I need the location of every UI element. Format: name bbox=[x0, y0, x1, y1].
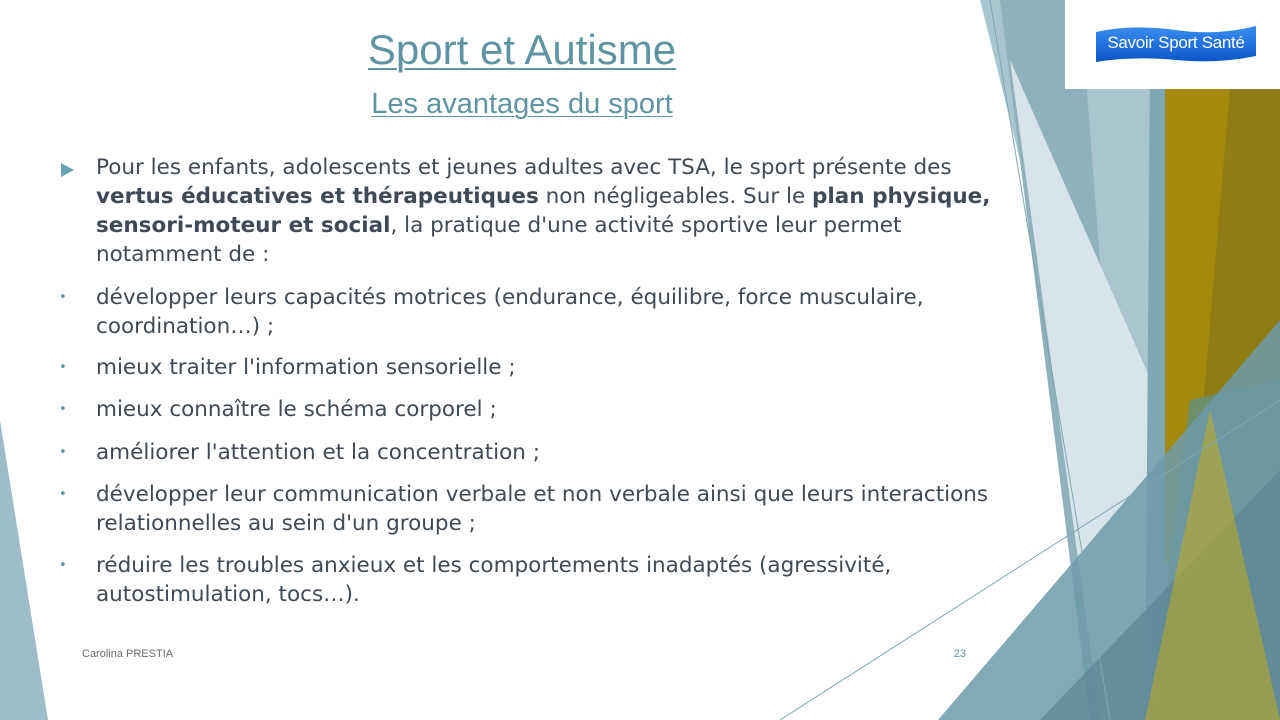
list-item bbox=[59, 283, 996, 341]
list-item-text: réduire les troubles anxieux et les comportements inadaptés (agressivité, autostimulation, tocs…). bbox=[96, 553, 892, 607]
intro-paragraph bbox=[96, 153, 996, 269]
list-item-text: améliorer l'attention et la concentration ; bbox=[96, 440, 540, 465]
bullet-dot-icon: • bbox=[59, 290, 67, 305]
list-item-text: développer leur communication verbale et non verbale ainsi que leurs interactions relationnelles au sein d'un groupe ; bbox=[96, 482, 989, 536]
list-item bbox=[59, 438, 996, 467]
list-item bbox=[59, 353, 996, 382]
footer-author: Carolina PRESTIA bbox=[82, 648, 174, 660]
slide-subtitle: Les avantages du sport bbox=[371, 88, 673, 120]
list-item bbox=[59, 395, 996, 424]
intro-bold-1: vertus éducatives et thérapeutiques bbox=[96, 184, 539, 209]
bullet-dot-icon: • bbox=[59, 487, 67, 502]
list-item-text: développer leurs capacités motrices (endurance, équilibre, force musculaire, coordination…) ; bbox=[96, 285, 924, 339]
intro-bold-2: plan physique, sensori-moteur et social bbox=[96, 184, 991, 238]
arrow-bullet-icon bbox=[61, 163, 74, 177]
logo-text: Savoir Sport Santé bbox=[1107, 33, 1245, 52]
logo-box bbox=[1065, 0, 1280, 89]
list-item bbox=[59, 551, 996, 609]
bullet-dot-icon: • bbox=[59, 360, 67, 375]
bullet-dot-icon: • bbox=[59, 558, 67, 573]
intro-text-2: non négligeables. Sur le bbox=[538, 184, 813, 209]
slide-title: Sport et Autisme bbox=[367, 26, 677, 73]
intro-text-3: , la pratique d'une activité sportive leur permet notamment de : bbox=[96, 213, 902, 267]
list-item-text: mieux connaître le schéma corporel ; bbox=[96, 397, 497, 422]
list-item-text: mieux traiter l'information sensorielle ; bbox=[96, 355, 516, 380]
list-item bbox=[59, 480, 996, 538]
left-edge-shape bbox=[0, 420, 48, 720]
savoir-sport-sante-logo bbox=[1093, 22, 1259, 66]
bullet-dot-icon: • bbox=[59, 445, 67, 460]
intro-text-1: Pour les enfants, adolescents et jeunes adultes avec TSA, le sport présente des bbox=[96, 155, 952, 180]
bullet-dot-icon: • bbox=[59, 402, 67, 417]
page-number: 23 bbox=[953, 648, 966, 660]
